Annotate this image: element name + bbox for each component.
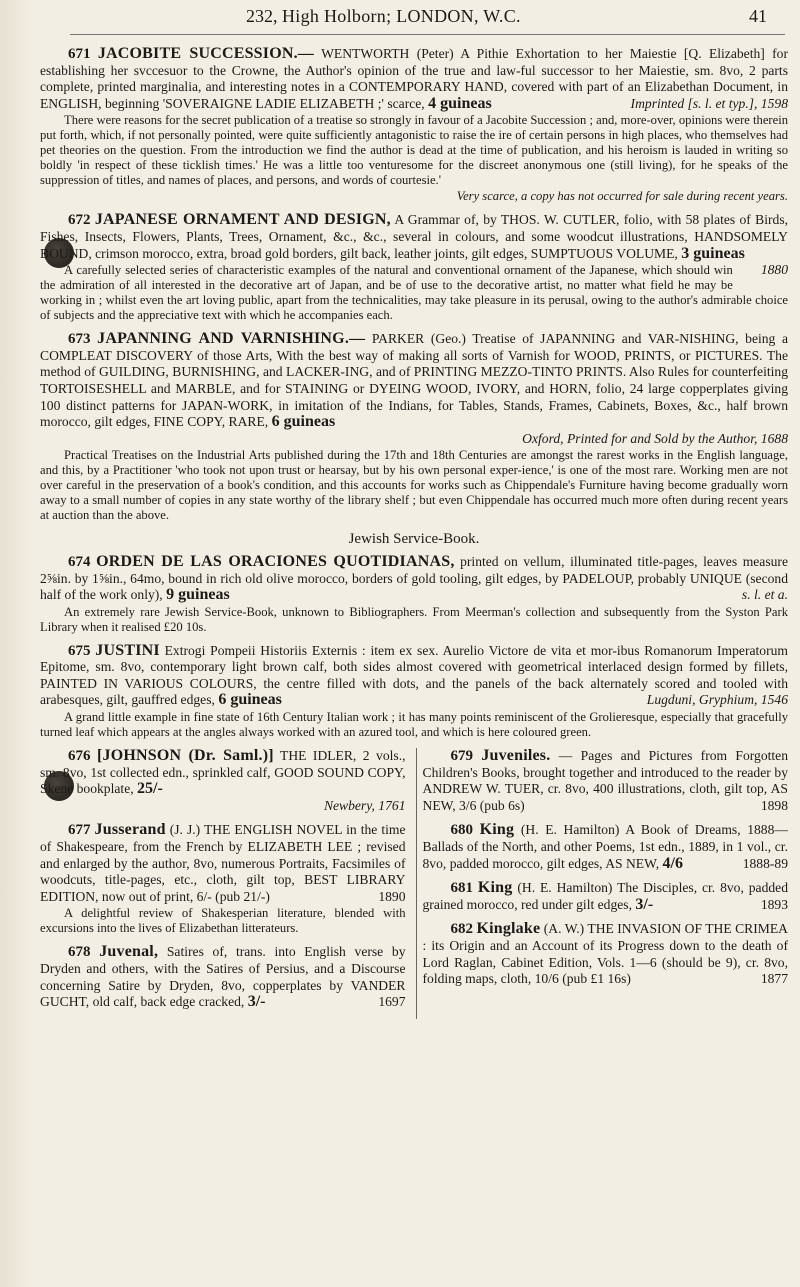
- entry-imprint: 1877: [760, 971, 788, 987]
- entry-description: (H. E. Hamilton) A Book of Dreams, 1888—Ballads of the North, and other Poems, 1st edn., 1889, in 1 vol., cr. 8vo, padded morocco, gilt edges, AS NEW,: [422, 822, 788, 871]
- entry-heading: Juvenal,: [99, 943, 159, 961]
- entry-price: 6 guineas: [218, 691, 282, 709]
- entry-heading: JAPANNING AND VARNISHING.—: [97, 330, 366, 348]
- entry-price: 3/-: [247, 993, 266, 1011]
- entry-heading: Kinglake: [476, 920, 541, 938]
- entry-number: 674: [68, 553, 91, 570]
- entry-heading: JAPANESE ORNAMENT AND DESIGN,: [94, 211, 391, 229]
- entry-price: 9 guineas: [166, 586, 230, 604]
- entry-number: 682: [450, 921, 473, 938]
- entry-rider: Very scarce, a copy has not occurred for sale during recent years.: [456, 189, 788, 204]
- entry-number: 677: [68, 822, 91, 839]
- entry-description: Extrogi Pompeii Historiis Externis : item ex sex. Aurelio Victore de vita et mor-ibus Romanorum Imperatorum Epitome, sm. 8vo, contemporary light brown calf, both sides almost covered with geometrical interlaced design formed by fillets, PAINTED IN VARIOUS COLOURS, the centre filled with dots, and the panels of the back alternately scored and tooled with arabesques, gilt, gauffred edges,: [40, 642, 788, 708]
- entry-imprint: Imprinted [s. l. et typ.], 1598: [630, 95, 788, 111]
- entry-price: 25/-: [137, 780, 163, 798]
- entry-heading: Jusserand: [94, 821, 166, 839]
- entry-imprint: Oxford, Printed for and Sold by the Author, 1688: [522, 430, 788, 446]
- entry-number: 678: [68, 944, 91, 961]
- entry-description: A Grammar of, by THOS. W. CUTLER, folio, with 58 plates of Birds, Fishes, Insects, Flowers, Plants, Trees, Ornament, &c., &c., several in colours, and some woodcut illustrations, HANDSOMELY BOUND, crimson morocco, extra, broad gold borders, gilt back, leather joints, gilt edges, SUMPTUOUS VOLUME,: [40, 212, 789, 261]
- section-heading: Jewish Service-Book.: [348, 531, 480, 548]
- entry-imprint: Lugduni, Gryphium, 1546: [646, 692, 788, 708]
- entry-number: 680: [450, 822, 473, 839]
- entry-heading: ORDEN DE LAS ORACIONES QUOTIDIANAS,: [96, 552, 455, 570]
- entry-description: THE IDLER, 2 vols., sm. 8vo, 1st collected edn., sprinkled calf, GOOD SOUND COPY, Skene bookplate,: [40, 748, 406, 797]
- catalogue-entry-677: [40, 822, 406, 936]
- catalogue-entry-671: [40, 46, 788, 204]
- entry-note: An extremely rare Jewish Service-Book, unknown to Bibliographers. From Meerman's collection and subsequently from the Syston Park Library when it realised £20 10s.: [40, 604, 788, 634]
- entry-price: 3/-: [635, 895, 654, 913]
- catalogue-entry-674: [40, 554, 788, 635]
- entry-number: 672: [68, 212, 91, 229]
- header-address: High Holborn; LONDON, W.C.: [282, 6, 521, 26]
- header-sheet-number: 41: [749, 6, 767, 26]
- left-column: [40, 748, 417, 1019]
- entry-imprint: 1880: [760, 262, 788, 278]
- entry-heading: JUSTINI: [95, 641, 160, 659]
- entry-note: There were reasons for the secret publication of a treatise so strongly in favour of a Jacobite Succession ; and, more-over, opinions were therein put forth, which, if not personally pointed, were quite sufficiently antagonistic to raise the ire of certain persons in high places, who themselves had pet theories on the question. From the introduction we find the author is dead at the time of publication, and his heroism is lauded in writing so boldly 'in respect of these ticklish times.' He was a little too venturesome for the discreet anonymous one (still living), for he speaks of the suppression of titles, and names of places, and persons, and words of courtesie.': [40, 113, 788, 188]
- catalogue-entry-678: [40, 944, 406, 1010]
- entry-price: 6 guineas: [271, 413, 336, 431]
- catalogue-content: [40, 46, 788, 1019]
- entry-description: Satires of, trans. into English verse by Dryden and others, with the Satires of Persius, and a Discourse concerning Satire by Dryden, 8vo, copperplates by VANDER GUCHT, old calf, back edge cracked,: [40, 944, 406, 1010]
- catalogue-entry-675: [40, 643, 788, 740]
- entry-number: 673: [68, 331, 91, 348]
- right-column: [417, 748, 789, 1019]
- catalogue-entry-672: [40, 212, 788, 323]
- entry-number: 671: [68, 46, 91, 62]
- entry-price: 4 guineas: [428, 94, 492, 112]
- entry-heading: [JOHNSON (Dr. Saml.)]: [96, 747, 274, 765]
- entry-heading: Juveniles.: [481, 747, 551, 765]
- catalogue-entry-682: [423, 921, 789, 987]
- entry-heading: King: [477, 879, 513, 897]
- entry-description: WENTWORTH (Peter) A Pithie Exhortation to her Maiestie [Q. Elizabeth] for establishing her svccesuor to the Crowne, the Author's opinion of the true and law-ful successor to her Maiestie, sm. 8vo, 2 parts complete, printed marginalia, and interesting notes in a CONTEMPORARY HAND, covered with part of an Elizabethan Document, in ENGLISH, beginning 'SOVERAIGNE LADIE ELIZABETH ;' scarce,: [40, 46, 788, 111]
- catalogue-entry-680: [423, 822, 789, 872]
- catalogue-entry-679: [423, 748, 789, 814]
- entry-number: 675: [68, 642, 91, 659]
- entry-heading: JACOBITE SUCCESSION.—: [97, 45, 315, 62]
- entry-heading: King: [479, 821, 515, 839]
- page-binding-shadow: [0, 0, 34, 1287]
- entry-number: 676: [68, 748, 91, 765]
- entry-price: 3 guineas: [681, 244, 745, 262]
- two-column-listing: [40, 748, 788, 1019]
- entry-imprint: s. l. et a.: [741, 587, 788, 603]
- entry-number: 679: [450, 748, 473, 765]
- entry-imprint: 1898: [760, 797, 788, 813]
- catalogue-entry-676: [40, 748, 406, 814]
- entry-description: (H. E. Hamilton) The Disciples, cr. 8vo, padded grained morocco, red under gilt edges,: [422, 880, 788, 912]
- entry-description: printed on vellum, illuminated title-pages, leaves measure 2⅝in. by 1⅝in., 64mo, bound in rich old olive morocco, borders of gold tooling, gilt edges, by PADELOUP, probably UNIQUE (second half of the work only),: [40, 553, 788, 603]
- entry-imprint: 1888-89: [742, 855, 788, 871]
- entry-note: A grand little example in fine state of 16th Century Italian work ; it has many points reminiscent of the Grolieresque, especially that gracefully turned leaf which appears at the angles always worked with an azured tool, and which is here coloured green.: [40, 710, 788, 740]
- entry-imprint: 1697: [378, 994, 406, 1010]
- entry-note: A carefully selected series of characteristic examples of the natural and conventional ornament of the Japanese, which should win the admiration of all interested in the decorative art of Japan, and be of use to the decorative artist, no matter what field he may be working in ; whilst even the art loving public, apart from the technicalities, may take pleasure in its perusal, owing to the author's admirable choice of subjects and the appreciative text with which he accompanies each.: [40, 263, 788, 323]
- entry-description: — Pages and Pictures from Forgotten Children's Books, brought together and introduced to the reader by ANDREW W. TUER, cr. 8vo, 400 illustrations, cloth, gilt top, AS NEW, 3/6 (pub 6s): [422, 748, 789, 813]
- entry-number: 681: [450, 880, 473, 897]
- entry-note: A delightful review of Shakesperian literature, blended with excursions into the lives of Elizabethan litterateurs.: [40, 906, 406, 936]
- entry-note: Practical Treatises on the Industrial Arts published during the 17th and 18th Centuries are amongst the rarest works in the English language, and this, by a Practitioner 'who took not upon trust or hearsay, but by his own personal exper-ience,' is one of the most rare. Working men are not over careful in the preservation of a book's condition, and this accounts for works such as Chippendale's Furniture having become gradually worn away to a small number of copies in any state worthy of the library shelf ; but even Chippendale has occurred much more often during recent years at auction than the above.: [40, 448, 788, 523]
- catalogue-entry-673: [40, 331, 788, 523]
- entry-imprint: Newbery, 1761: [323, 797, 406, 813]
- header-rule: [70, 34, 785, 35]
- catalogue-entry-681: [423, 880, 789, 913]
- entry-imprint: 1890: [378, 888, 406, 904]
- entry-description: (J. J.) THE ENGLISH NOVEL in the time of Shakespeare, from the French by ELIZABETH LEE ; revised and enlarged by the author, 8vo, numerous Portraits, Facsimiles of woodcuts, title-pages, etc., cloth, gilt top, BEST LIBRARY EDITION, now out of print, 6/- (pub 21/-): [40, 822, 406, 904]
- entry-description: PARKER (Geo.) Treatise of JAPANNING and VAR-NISHING, being a COMPLEAT DISCOVERY of those Arts, With the best way of making all sorts of Varnish for WOOD, PRINTS, or PICTURES. The method of GUILDING, BURNISHING, and LACKER-ING, and of PRINTING MEZZO-TINTO PRINTS. Also Rules for counterfeiting TORTOISESHELL and MARBLE, and for STAINING or DYEING WOOD, IVORY, and HORN, folio, 24 large copperplates giving 100 distinct patterns for JAPAN-WORK, in imitation of the Indians, for Tables, Stands, Frames, Cabinets, Boxes, &c., half brown morocco, gilt edges, FINE COPY, RARE,: [40, 331, 789, 430]
- header-page-number: 232,: [246, 6, 278, 26]
- entry-price: 4/6: [662, 854, 683, 872]
- entry-description: (A. W.) THE INVASION OF THE CRIMEA : its Origin and an Account of its Progress down to the death of Lord Raglan, Cabinet Edition, Vols. 1—6 (should be 9), cr. 8vo, folding maps, cloth, 10/6 (pub £1 16s): [422, 921, 788, 987]
- entry-imprint: 1893: [760, 896, 788, 912]
